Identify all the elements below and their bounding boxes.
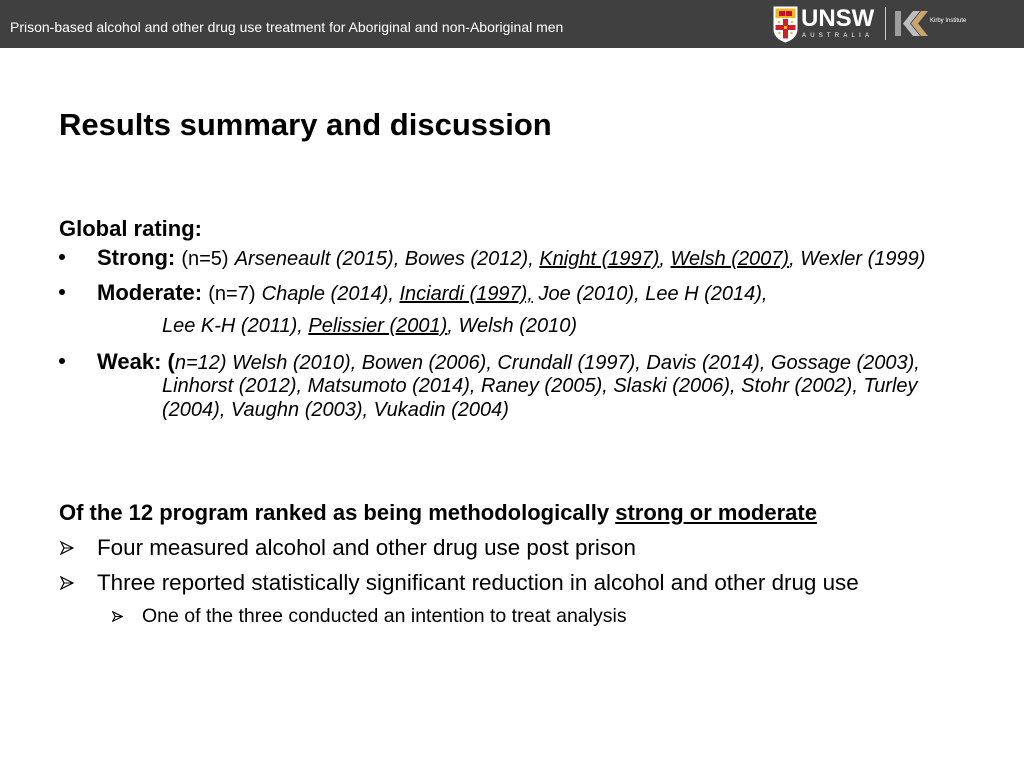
citation-line: (2004), Vaughn (2003), Vukadin (2004): [162, 399, 509, 421]
rating-moderate-continuation: [162, 316, 577, 336]
unsw-crest-icon: [773, 6, 798, 43]
citation-segment: , Welsh (2010): [447, 315, 578, 337]
rating-weak-item: [59, 351, 920, 374]
citation-segment: , Wexler (1999): [789, 248, 926, 270]
bullet-cell: [59, 247, 97, 269]
bullet-cell: [59, 282, 97, 304]
citation-underlined: Knight (1997): [539, 248, 660, 270]
summary-point: Four measured alcohol and other drug use post prison: [97, 535, 636, 560]
summary-subpoint: One of the three conducted an intention to treat analysis: [142, 605, 627, 627]
unsw-wordmark: UNSW: [801, 5, 875, 32]
kirby-k-icon: [895, 10, 929, 37]
citation-underlined: Pelissier (2001): [308, 315, 448, 337]
summary-lead: [59, 502, 817, 524]
bullet-dot-icon: [59, 358, 65, 364]
bullet-dot-icon: [59, 289, 65, 295]
global-rating-heading: Global rating:: [59, 216, 202, 241]
citation-segment: Lee K-H (2011),: [162, 315, 309, 337]
rating-moderate-item: [59, 282, 768, 305]
logo-divider: [885, 7, 886, 40]
citation-line: Linhorst (2012), Matsumoto (2014), Raney (2005), Slaski (2006), Stohr (2002), Turley: [162, 375, 918, 397]
citation-line: n=12) Welsh (2010), Bowen (2006), Crundall (1997), Davis (2014), Gossage (2003),: [174, 352, 920, 374]
citation-segment: Joe (2010), Lee H (2014),: [532, 283, 768, 305]
citation-segment: Arseneault (2015), Bowes (2012),: [234, 248, 540, 270]
rating-count: (n=5): [181, 248, 229, 270]
rating-count: (n=7): [208, 283, 256, 305]
bullet-cell: [59, 351, 97, 373]
rating-label: Weak: (: [97, 349, 175, 374]
kirby-wordmark: Kirby Institute: [930, 18, 967, 24]
summary-lead-text: Of the 12 program ranked as being methodologically: [59, 500, 610, 525]
citation-underlined: Welsh (2007): [670, 248, 790, 270]
bullet-dot-icon: [59, 254, 65, 260]
rating-label: Moderate:: [97, 280, 203, 305]
rating-label: Strong:: [97, 245, 176, 270]
citation-segment: ,: [659, 248, 671, 270]
citation-segment: Chaple (2014),: [261, 283, 400, 305]
unsw-subtitle: AUSTRALIA: [802, 33, 874, 39]
arrowhead-right-icon: [112, 611, 123, 622]
summary-point: Three reported statistically significant reduction in alcohol and other drug use: [97, 570, 859, 595]
arrowhead-right-icon: [60, 576, 74, 590]
summary-lead-emphasis: strong or moderate: [615, 500, 817, 525]
citation-underlined: Inciardi (1997),: [399, 283, 533, 305]
arrowhead-right-icon: [60, 541, 74, 555]
header-bar: [0, 0, 1024, 48]
rating-strong-item: [59, 247, 925, 270]
header-title: Prison-based alcohol and other drug use treatment for Aboriginal and non-Aboriginal men: [10, 19, 564, 35]
page-title: Results summary and discussion: [59, 107, 552, 142]
